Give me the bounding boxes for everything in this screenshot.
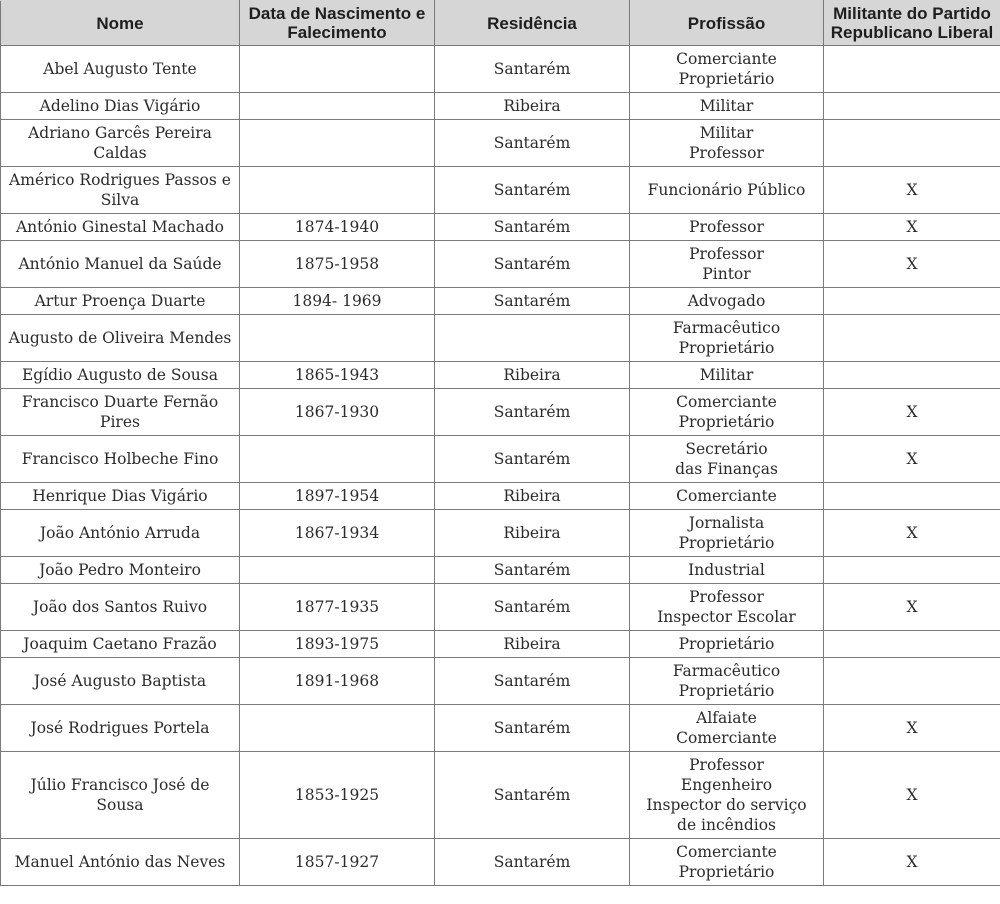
table-row <box>1 167 1000 214</box>
cell-datas: 1893-1975 <box>240 631 435 658</box>
cell-datas <box>240 705 435 752</box>
cell-residencia: Santarém <box>435 167 630 214</box>
table-row <box>1 46 1000 93</box>
cell-profissao <box>630 167 824 214</box>
cell-nome: António Ginestal Machado <box>1 214 240 241</box>
cell-nome: António Manuel da Saúde <box>1 241 240 288</box>
cell-datas: 1867-1934 <box>240 510 435 557</box>
cell-residencia: Santarém <box>435 46 630 93</box>
profissao-line: Comerciante <box>676 843 777 861</box>
profissao-line: Farmacêutico <box>672 662 781 680</box>
profissao-line: Proprietário <box>678 413 775 431</box>
cell-residencia: Santarém <box>435 214 630 241</box>
profissao-line: Funcionário Público <box>647 181 806 199</box>
cell-profissao <box>630 214 824 241</box>
cell-militante <box>824 315 1000 362</box>
cell-nome: José Rodrigues Portela <box>1 705 240 752</box>
profissao-line: Jornalista <box>688 514 765 532</box>
cell-profissao <box>630 483 824 510</box>
cell-profissao <box>630 362 824 389</box>
profissao-line: Professor <box>689 588 764 606</box>
header-row <box>1 1 1000 46</box>
cell-profissao <box>630 584 824 631</box>
cell-residencia: Santarém <box>435 436 630 483</box>
profissao-line: Engenheiro <box>680 776 773 794</box>
cell-nome: José Augusto Baptista <box>1 658 240 705</box>
cell-residencia: Santarém <box>435 839 630 886</box>
cell-profissao <box>630 315 824 362</box>
header-nome: Nome <box>1 1 240 46</box>
cell-militante: X <box>824 436 1000 483</box>
cell-nome: Egídio Augusto de Sousa <box>1 362 240 389</box>
cell-militante <box>824 483 1000 510</box>
header-profissao: Profissão <box>630 1 824 46</box>
table-row <box>1 241 1000 288</box>
table-row <box>1 658 1000 705</box>
profissao-line: Advogado <box>687 292 766 310</box>
profissao-line: de incêndios <box>677 816 776 834</box>
profissao-line: Inspector Escolar <box>657 608 796 626</box>
table-body <box>1 46 1000 886</box>
cell-residencia: Santarém <box>435 752 630 839</box>
table-row <box>1 315 1000 362</box>
cell-residencia: Santarém <box>435 241 630 288</box>
cell-residencia: Santarém <box>435 389 630 436</box>
cell-residencia: Santarém <box>435 288 630 315</box>
cell-militante <box>824 46 1000 93</box>
profissao-line: Militar <box>699 124 754 142</box>
table-row <box>1 839 1000 886</box>
profissao-line: Professor <box>689 245 764 263</box>
cell-profissao <box>630 436 824 483</box>
cell-militante: X <box>824 167 1000 214</box>
profissao-line: Militar <box>699 366 754 384</box>
cell-nome: Augusto de Oliveira Mendes <box>1 315 240 362</box>
cell-datas: 1867-1930 <box>240 389 435 436</box>
table-row <box>1 557 1000 584</box>
cell-nome: Manuel António das Neves <box>1 839 240 886</box>
table-row <box>1 631 1000 658</box>
cell-militante: X <box>824 705 1000 752</box>
cell-militante <box>824 93 1000 120</box>
cell-datas: 1877-1935 <box>240 584 435 631</box>
cell-profissao <box>630 557 824 584</box>
cell-nome: Artur Proença Duarte <box>1 288 240 315</box>
cell-militante: X <box>824 389 1000 436</box>
profissao-line: Comerciante <box>676 729 777 747</box>
cell-militante <box>824 658 1000 705</box>
cell-datas <box>240 557 435 584</box>
cell-profissao <box>630 631 824 658</box>
cell-militante <box>824 120 1000 167</box>
profissao-line: Proprietário <box>678 863 775 881</box>
cell-residencia: Ribeira <box>435 362 630 389</box>
cell-datas: 1853-1925 <box>240 752 435 839</box>
cell-nome: João Pedro Monteiro <box>1 557 240 584</box>
profissao-line: Professor <box>689 218 764 236</box>
profissao-line: Proprietário <box>678 635 775 653</box>
table-row <box>1 93 1000 120</box>
header-militante: Militante do Partido Republicano Liberal <box>824 1 1000 46</box>
table-row <box>1 510 1000 557</box>
cell-datas: 1875-1958 <box>240 241 435 288</box>
cell-datas <box>240 93 435 120</box>
profissao-line: Industrial <box>688 561 765 579</box>
table-row <box>1 214 1000 241</box>
cell-nome: Joaquim Caetano Frazão <box>1 631 240 658</box>
cell-datas <box>240 120 435 167</box>
cell-residencia: Ribeira <box>435 510 630 557</box>
profissao-line: das Finanças <box>675 460 778 478</box>
profissao-line: Comerciante <box>676 393 777 411</box>
table-row <box>1 483 1000 510</box>
profissao-line: Proprietário <box>678 682 775 700</box>
cell-militante <box>824 557 1000 584</box>
cell-residencia: Santarém <box>435 705 630 752</box>
cell-residencia: Santarém <box>435 658 630 705</box>
cell-profissao <box>630 752 824 839</box>
cell-nome: Henrique Dias Vigário <box>1 483 240 510</box>
cell-datas <box>240 167 435 214</box>
cell-profissao <box>630 288 824 315</box>
cell-militante: X <box>824 584 1000 631</box>
cell-residencia: Santarém <box>435 584 630 631</box>
cell-profissao <box>630 705 824 752</box>
cell-militante <box>824 631 1000 658</box>
cell-nome: Adelino Dias Vigário <box>1 93 240 120</box>
cell-residencia: Ribeira <box>435 483 630 510</box>
profissao-line: Secretário <box>685 440 768 458</box>
cell-datas <box>240 315 435 362</box>
cell-residencia: Santarém <box>435 120 630 167</box>
header-residencia: Residência <box>435 1 630 46</box>
table-row <box>1 705 1000 752</box>
profissao-line: Proprietário <box>678 339 775 357</box>
profissao-line: Comerciante <box>676 50 777 68</box>
cell-profissao <box>630 93 824 120</box>
cell-nome: Francisco Holbeche Fino <box>1 436 240 483</box>
cell-profissao <box>630 839 824 886</box>
cell-residencia <box>435 315 630 362</box>
cell-profissao <box>630 510 824 557</box>
cell-nome: Adriano Garcês Pereira Caldas <box>1 120 240 167</box>
cell-nome: Américo Rodrigues Passos e Silva <box>1 167 240 214</box>
cell-datas: 1857-1927 <box>240 839 435 886</box>
table-row <box>1 436 1000 483</box>
profissao-line: Comerciante <box>676 487 777 505</box>
cell-nome: Francisco Duarte Fernão Pires <box>1 389 240 436</box>
header-datas: Data de Nascimento e Falecimento <box>240 1 435 46</box>
cell-datas: 1874-1940 <box>240 214 435 241</box>
cell-militante: X <box>824 214 1000 241</box>
cell-datas: 1894- 1969 <box>240 288 435 315</box>
cell-nome: João dos Santos Ruivo <box>1 584 240 631</box>
table-row <box>1 120 1000 167</box>
cell-profissao <box>630 658 824 705</box>
cell-profissao <box>630 389 824 436</box>
table-row <box>1 752 1000 839</box>
cell-militante <box>824 362 1000 389</box>
profissao-line: Inspector do serviço <box>646 796 807 814</box>
cell-datas <box>240 436 435 483</box>
cell-nome: João António Arruda <box>1 510 240 557</box>
cell-datas: 1865-1943 <box>240 362 435 389</box>
profissao-line: Professor <box>689 756 764 774</box>
table-row <box>1 288 1000 315</box>
cell-nome: Júlio Francisco José de Sousa <box>1 752 240 839</box>
profissao-line: Alfaiate <box>696 709 757 727</box>
cell-militante: X <box>824 510 1000 557</box>
cell-profissao <box>630 46 824 93</box>
cell-nome: Abel Augusto Tente <box>1 46 240 93</box>
profissao-line: Pintor <box>702 265 751 283</box>
cell-profissao <box>630 241 824 288</box>
profissao-line: Proprietário <box>678 534 775 552</box>
profissao-line: Professor <box>689 144 764 162</box>
cell-militante: X <box>824 752 1000 839</box>
profissao-line: Proprietário <box>678 70 775 88</box>
cell-datas: 1891-1968 <box>240 658 435 705</box>
table-row <box>1 584 1000 631</box>
cell-profissao <box>630 120 824 167</box>
cell-militante <box>824 288 1000 315</box>
cell-residencia: Ribeira <box>435 631 630 658</box>
cell-residencia: Ribeira <box>435 93 630 120</box>
table-row <box>1 362 1000 389</box>
profissao-line: Militar <box>699 97 754 115</box>
profissao-line: Farmacêutico <box>672 319 781 337</box>
table-row <box>1 389 1000 436</box>
cell-datas <box>240 46 435 93</box>
cell-militante: X <box>824 241 1000 288</box>
cell-residencia: Santarém <box>435 557 630 584</box>
cell-militante: X <box>824 839 1000 886</box>
cell-datas: 1897-1954 <box>240 483 435 510</box>
